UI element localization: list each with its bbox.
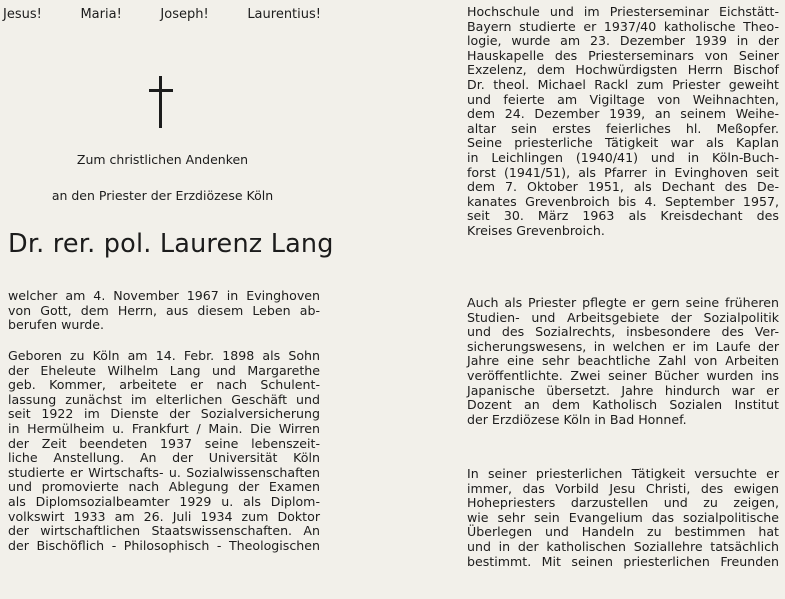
right-paragraph-1: [467, 5, 779, 239]
text-line: Auch als Priester pflegte er gern seine früheren: [467, 295, 779, 310]
memorial-line: Zum christlichen Andenken: [76, 152, 249, 167]
text-line: logie, wurde am 23. Dezember 1939 in der: [467, 33, 779, 49]
text-line: der Eheleute Wilhelm Lang und Margarethe: [8, 362, 320, 378]
text-line: Kreises Grevenbroich.: [467, 222, 605, 238]
text-line: berufen wurde.: [8, 317, 105, 333]
text-line: dem 24. Dezember 1939, an seinem Weihe-: [467, 106, 779, 122]
invocation-maria: Maria!: [80, 7, 122, 22]
left-paragraph-2: [8, 349, 320, 553]
text-line: Studien- und Arbeitsgebiete der Sozialpolitik: [467, 309, 779, 325]
text-line: welcher am 4. November 1967 in Evinghoven: [8, 288, 320, 303]
text-line: und des Sozialrechts, insbesondere des Ver-: [467, 324, 779, 340]
text-line: In seiner priesterlichen Tätigkeit versuchte er: [467, 466, 779, 481]
text-line: Dozent an dem Katholisch Sozialen Institut: [467, 397, 779, 413]
text-line: altar sein erstes feierliches hl. Meßopfer.: [467, 120, 779, 136]
dedication-line: an den Priester der Erzdiözese Köln: [51, 188, 274, 203]
text-line: Hohepriesters darzustellen und zu zeigen,: [467, 495, 779, 511]
text-line: geb. Kommer, arbeitete er nach Schulent-: [8, 377, 320, 393]
text-line: wie sehr sein Evangelium das sozialpolitische: [467, 509, 779, 525]
deceased-name: Dr. rer. pol. Laurenz Lang: [8, 229, 334, 259]
text-line: liche Anstellung. An der Universität Köln: [8, 450, 320, 466]
invocation-laurentius: Laurentius!: [247, 7, 321, 22]
text-line: forst (1941/51), als Pfarrer in Evinghoven seit: [467, 164, 779, 180]
text-line: lassung zunächst im elterlichen Geschäft und: [8, 391, 320, 407]
text-line: Hochschule und im Priesterseminar Eichstätt-: [467, 4, 779, 19]
text-line: studierte er Wirtschafts- u. Sozialwissenschaften: [8, 464, 320, 480]
text-line: Überlegen und Handeln zu bestimmen hat: [467, 524, 779, 540]
text-line: Dr. theol. Michael Rackl zum Priester geweiht: [467, 76, 779, 92]
text-line: der wirtschaftlichen Staatswissenschaften. An: [8, 523, 320, 539]
text-line: Bayern studierte er 1937/40 katholische Theo-: [467, 18, 779, 34]
right-paragraph-3: [467, 467, 779, 569]
text-line: und promovierte nach Ablegung der Examen: [8, 479, 320, 495]
invocation-joseph: Joseph!: [160, 7, 209, 22]
text-line: von Gott, dem Herrn, aus diesem Leben ab-: [8, 302, 320, 318]
right-paragraph-2: [467, 296, 779, 427]
text-line: seit 30. März 1963 als Kreisdechant des: [467, 208, 779, 224]
text-line: der Zeit beendeten 1937 seine lebenszeit-: [8, 435, 320, 451]
text-line: bestimmt. Mit seinen priesterlichen Freunden: [467, 553, 779, 569]
text-line: sicherungswesens, in welchen er im Laufe der: [467, 338, 779, 354]
text-line: in Hermülheim u. Frankfurt / Main. Die Wirren: [8, 420, 320, 436]
text-line: Japanische übersetzt. Jahre hindurch war er: [467, 382, 779, 398]
text-line: kanates Grevenbroich bis 4. September 1957,: [467, 193, 779, 209]
text-line: Seine priesterliche Tätigkeit war als Kaplan: [467, 135, 779, 151]
text-line: immer, das Vorbild Jesu Christi, des ewigen: [467, 480, 779, 496]
invocations: [3, 7, 321, 22]
text-line: Hauskapelle des Priesterseminars von Seiner: [467, 47, 779, 63]
text-line: volkswirt 1933 am 26. Juli 1934 zum Doktor: [8, 508, 320, 524]
text-line: in Leichlingen (1940/41) und in Köln-Buch-: [467, 149, 779, 165]
text-line: und in der katholischen Soziallehre tatsächlich: [467, 538, 779, 554]
cross-icon: [149, 76, 173, 128]
text-line: seit 1922 im Dienste der Sozialversicherung: [8, 406, 320, 422]
text-line: der Bischöflich - Philosophisch - Theologischen: [8, 537, 320, 553]
text-line: als Diplomsozialbeamter 1929 u. als Diplom-: [8, 493, 320, 509]
invocation-jesus: Jesus!: [3, 7, 42, 22]
text-line: und feierte am Vigiltage von Weihnachten,: [467, 91, 779, 107]
text-line: Jahre eine sehr beachtliche Zahl von Arbeiten: [467, 353, 779, 369]
text-line: dem 7. Oktober 1951, als Dechant des De-: [467, 179, 779, 195]
left-paragraph-1: [8, 289, 320, 333]
text-line: Geboren zu Köln am 14. Febr. 1898 als Sohn: [8, 348, 320, 363]
text-line: der Erzdiözese Köln in Bad Honnef.: [467, 411, 687, 427]
text-line: veröffentlichte. Zwei seiner Bücher wurden ins: [467, 367, 779, 383]
text-line: Exzelenz, dem Hochwürdigsten Herrn Bischof: [467, 62, 779, 78]
